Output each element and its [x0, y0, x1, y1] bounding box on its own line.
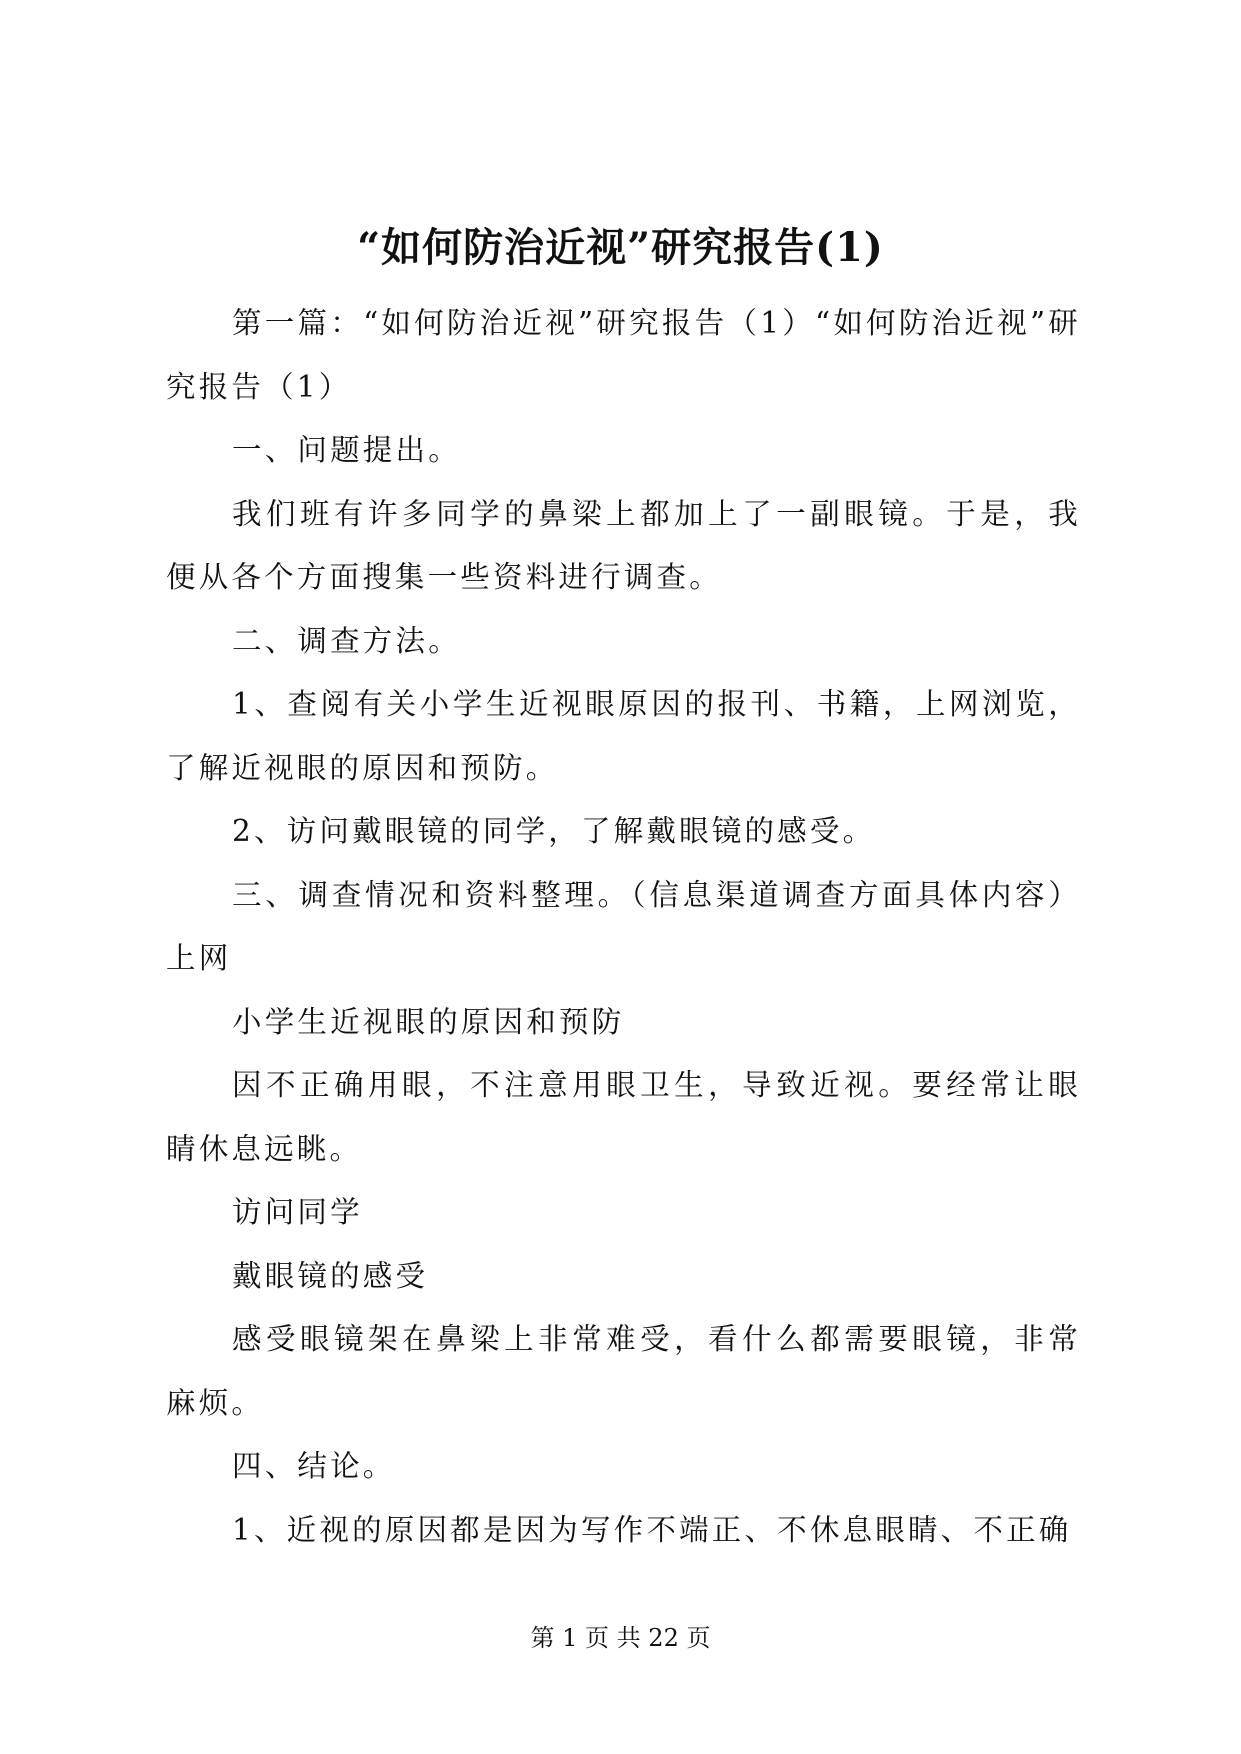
section-heading: 四、结论。	[232, 1449, 396, 1483]
paragraph: 因不正确用眼，不注意用眼卫生，导致近视。要经常让眼睛休息远眺。	[166, 1068, 1081, 1166]
paragraph: 1、近视的原因都是因为写作不端正、不休息眼睛、不正确	[232, 1512, 1072, 1547]
paragraph: 小学生近视眼的原因和预防	[232, 1004, 625, 1039]
page-footer: 第 1 页 共 22 页	[530, 1624, 711, 1652]
paragraph: 感受眼镜架在鼻梁上非常难受，看什么都需要眼镜，非常麻烦。	[166, 1322, 1081, 1420]
paragraph: 我们班有许多同学的鼻梁上都加上了一副眼镜。于是，我便从各个方面搜集一些资料进行调查。	[166, 496, 1081, 594]
paragraph: 1、查阅有关小学生近视眼原因的报刊、书籍，上网浏览，了解近视眼的原因和预防。	[166, 687, 1081, 785]
document-title: “如何防治近视”研究报告(1)	[357, 224, 884, 271]
paragraph: 第一篇：“如何防治近视”研究报告（1）“如何防治近视”研究报告（1）	[166, 306, 1081, 404]
paragraph: 访问同学	[232, 1195, 363, 1229]
section-heading: 一、问题提出。	[232, 433, 461, 467]
paragraph: 戴眼镜的感受	[232, 1258, 429, 1293]
section-heading: 三、调查情况和资料整理。（信息渠道调查方面具体内容）上网	[166, 877, 1081, 975]
section-heading: 二、调查方法。	[232, 623, 461, 658]
document-body	[166, 292, 1081, 1562]
paragraph: 2、访问戴眼镜的同学，了解戴眼镜的感受。	[232, 814, 876, 848]
